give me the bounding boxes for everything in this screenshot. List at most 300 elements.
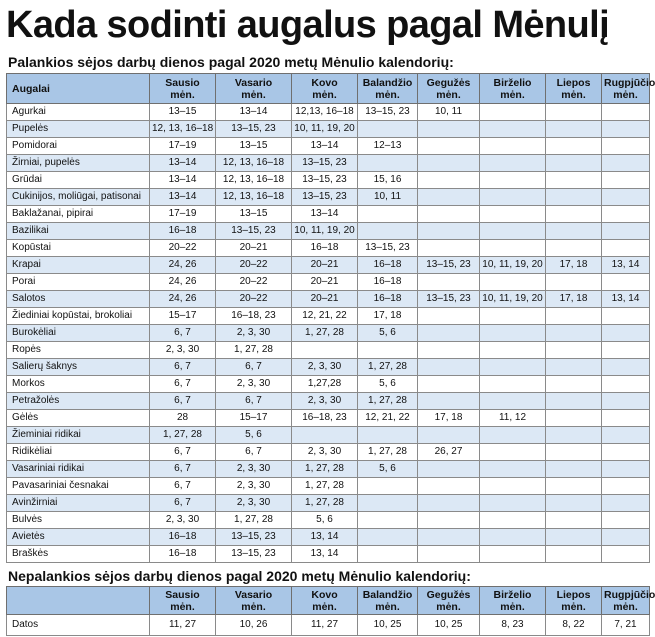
favorable-row	[7, 308, 650, 325]
unfavorable-row-label: Datos	[7, 615, 150, 636]
favorable-day-cell	[418, 359, 480, 376]
unfavorable-days-table	[6, 586, 655, 636]
favorable-day-cell: 13–15, 23	[358, 104, 418, 121]
favorable-day-cell	[546, 223, 602, 240]
favorable-day-cell: 20–22	[216, 274, 292, 291]
favorable-row-label: Braškės	[7, 546, 150, 563]
favorable-day-cell	[546, 461, 602, 478]
favorable-row-label: Burokėliai	[7, 325, 150, 342]
favorable-day-cell	[418, 546, 480, 563]
favorable-day-cell	[358, 342, 418, 359]
month-name: Vasario	[234, 588, 273, 601]
favorable-caption: Palankios sėjos darbų dienos pagal 2020 metų Mėnulio kalendorių:	[8, 54, 454, 70]
month-abbr: mėn.	[170, 600, 195, 613]
month-abbr: mėn.	[375, 88, 400, 101]
favorable-day-cell: 13–15, 23	[216, 546, 292, 563]
unfavorable-header-plant	[7, 587, 150, 615]
favorable-day-cell: 20–22	[216, 257, 292, 274]
favorable-day-cell: 13–14	[150, 172, 216, 189]
favorable-day-cell: 2, 3, 30	[150, 342, 216, 359]
favorable-day-cell: 12–13	[358, 138, 418, 155]
favorable-day-cell	[292, 342, 358, 359]
unfavorable-day-cell: 10, 26	[216, 615, 292, 636]
favorable-day-cell	[418, 223, 480, 240]
favorable-day-cell: 2, 3, 30	[216, 325, 292, 342]
favorable-header-month	[602, 74, 655, 104]
favorable-day-cell: 1, 27, 28	[292, 495, 358, 512]
favorable-day-cell	[480, 512, 546, 529]
favorable-day-cell: 6, 7	[150, 495, 216, 512]
favorable-day-cell: 6, 7	[150, 359, 216, 376]
month-name: Birželio	[493, 76, 532, 89]
favorable-row-label: Žiediniai kopūstai, brokoliai	[7, 308, 150, 325]
favorable-day-cell: 2, 3, 30	[216, 376, 292, 393]
favorable-day-cell	[546, 342, 602, 359]
month-name: Rugpjūčio	[604, 588, 655, 601]
favorable-day-cell	[480, 478, 546, 495]
favorable-day-cell: 28	[150, 410, 216, 427]
favorable-row-label: Avinžirniai	[7, 495, 150, 512]
favorable-day-cell	[480, 461, 546, 478]
favorable-day-cell	[602, 478, 650, 495]
favorable-day-cell	[358, 121, 418, 138]
favorable-day-cell	[546, 359, 602, 376]
favorable-row-label: Petražolės	[7, 393, 150, 410]
favorable-row-label: Salierų šaknys	[7, 359, 150, 376]
month-abbr: mėn.	[241, 600, 266, 613]
favorable-row	[7, 138, 650, 155]
favorable-day-cell	[480, 104, 546, 121]
favorable-day-cell: 6, 7	[150, 376, 216, 393]
month-name: Birželio	[493, 588, 532, 601]
favorable-row-label: Agurkai	[7, 104, 150, 121]
unfavorable-day-cell: 10, 25	[358, 615, 418, 636]
favorable-header-month	[418, 74, 480, 104]
favorable-row-label: Žieminiai ridikai	[7, 427, 150, 444]
favorable-day-cell	[546, 546, 602, 563]
favorable-day-cell	[602, 376, 650, 393]
favorable-day-cell	[358, 529, 418, 546]
favorable-day-cell	[480, 240, 546, 257]
favorable-day-cell	[546, 529, 602, 546]
favorable-day-cell: 17, 18	[358, 308, 418, 325]
unfavorable-header-row	[7, 587, 650, 615]
month-abbr: mėn.	[312, 88, 337, 101]
month-abbr: mėn.	[500, 600, 525, 613]
favorable-day-cell	[602, 461, 650, 478]
favorable-day-cell	[602, 172, 650, 189]
month-abbr: mėn.	[561, 600, 586, 613]
favorable-day-cell	[602, 104, 650, 121]
favorable-day-cell	[418, 121, 480, 138]
favorable-day-cell	[480, 546, 546, 563]
favorable-day-cell	[480, 189, 546, 206]
unfavorable-day-cell: 10, 25	[418, 615, 480, 636]
favorable-row	[7, 393, 650, 410]
favorable-day-cell: 13, 14	[292, 529, 358, 546]
favorable-day-cell: 5, 6	[216, 427, 292, 444]
favorable-day-cell: 1, 27, 28	[216, 512, 292, 529]
favorable-day-cell	[602, 444, 650, 461]
month-name: Liepos	[556, 588, 591, 601]
favorable-day-cell: 13–14	[292, 206, 358, 223]
unfavorable-day-cell: 8, 23	[480, 615, 546, 636]
unfavorable-day-cell: 11, 27	[292, 615, 358, 636]
unfavorable-caption: Nepalankios sėjos darbų dienos pagal 2020 metų Mėnulio kalendorių:	[8, 568, 471, 584]
month-abbr: mėn.	[241, 88, 266, 101]
favorable-day-cell	[602, 189, 650, 206]
favorable-row-label: Bulvės	[7, 512, 150, 529]
favorable-row-label: Pupelės	[7, 121, 150, 138]
favorable-day-cell: 1, 27, 28	[358, 393, 418, 410]
unfavorable-header-month	[602, 587, 655, 615]
favorable-day-cell	[358, 155, 418, 172]
favorable-row	[7, 478, 650, 495]
favorable-row	[7, 410, 650, 427]
favorable-row-label: Porai	[7, 274, 150, 291]
favorable-row-label: Pavasariniai česnakai	[7, 478, 150, 495]
favorable-day-cell: 13–14	[292, 138, 358, 155]
favorable-day-cell: 13–15, 23	[358, 240, 418, 257]
favorable-day-cell	[546, 138, 602, 155]
favorable-header-row	[7, 74, 650, 104]
favorable-day-cell	[480, 308, 546, 325]
favorable-day-cell: 10, 11, 19, 20	[292, 223, 358, 240]
favorable-day-cell	[480, 223, 546, 240]
unfavorable-header-month	[546, 587, 602, 615]
favorable-day-cell	[602, 155, 650, 172]
favorable-day-cell	[480, 121, 546, 138]
favorable-row-label: Kopūstai	[7, 240, 150, 257]
favorable-day-cell	[602, 240, 650, 257]
month-abbr: mėn.	[561, 88, 586, 101]
favorable-day-cell: 13–14	[150, 189, 216, 206]
favorable-day-cell: 13–15, 23	[292, 155, 358, 172]
unfavorable-header-month	[216, 587, 292, 615]
favorable-day-cell	[602, 121, 650, 138]
favorable-day-cell: 2, 3, 30	[216, 495, 292, 512]
favorable-day-cell	[602, 223, 650, 240]
favorable-day-cell: 13–15, 23	[216, 529, 292, 546]
favorable-day-cell: 15–17	[216, 410, 292, 427]
favorable-day-cell	[546, 104, 602, 121]
favorable-day-cell	[418, 189, 480, 206]
unfavorable-header-month	[292, 587, 358, 615]
favorable-row-label: Morkos	[7, 376, 150, 393]
favorable-day-cell: 13–14	[150, 155, 216, 172]
favorable-day-cell	[480, 495, 546, 512]
favorable-day-cell	[602, 342, 650, 359]
month-abbr: mėn.	[436, 600, 461, 613]
month-name: Sausio	[165, 588, 200, 601]
unfavorable-header-month	[150, 587, 216, 615]
favorable-day-cell	[480, 274, 546, 291]
favorable-day-cell	[546, 325, 602, 342]
favorable-day-cell: 10, 11, 19, 20	[480, 291, 546, 308]
favorable-day-cell	[418, 325, 480, 342]
favorable-day-cell: 24, 26	[150, 291, 216, 308]
favorable-row-label: Vasariniai ridikai	[7, 461, 150, 478]
favorable-day-cell	[418, 478, 480, 495]
favorable-day-cell: 1, 27, 28	[216, 342, 292, 359]
favorable-day-cell	[546, 410, 602, 427]
favorable-day-cell: 16–18, 23	[216, 308, 292, 325]
favorable-day-cell: 1, 27, 28	[292, 478, 358, 495]
favorable-row	[7, 512, 650, 529]
favorable-day-cell	[418, 206, 480, 223]
favorable-day-cell: 15, 16	[358, 172, 418, 189]
favorable-row-label: Gėlės	[7, 410, 150, 427]
month-name: Rugpjūčio	[604, 76, 655, 89]
favorable-day-cell	[546, 478, 602, 495]
favorable-day-cell	[480, 172, 546, 189]
favorable-day-cell: 5, 6	[358, 325, 418, 342]
favorable-day-cell	[418, 240, 480, 257]
favorable-row	[7, 427, 650, 444]
favorable-day-cell	[418, 376, 480, 393]
favorable-day-cell: 5, 6	[358, 376, 418, 393]
favorable-day-cell: 20–22	[150, 240, 216, 257]
favorable-day-cell: 6, 7	[216, 444, 292, 461]
favorable-day-cell	[602, 393, 650, 410]
favorable-day-cell: 16–18	[150, 223, 216, 240]
favorable-day-cell: 13, 14	[602, 257, 650, 274]
unfavorable-day-cell: 7, 21	[602, 615, 650, 636]
month-abbr: mėn.	[170, 88, 195, 101]
favorable-row-label: Ridikėliai	[7, 444, 150, 461]
favorable-day-cell	[546, 274, 602, 291]
favorable-day-cell	[546, 393, 602, 410]
month-name: Gegužės	[426, 76, 471, 89]
favorable-day-cell: 17, 18	[418, 410, 480, 427]
favorable-day-cell: 17–19	[150, 206, 216, 223]
favorable-row	[7, 359, 650, 376]
favorable-days-table	[6, 73, 655, 563]
favorable-day-cell	[602, 529, 650, 546]
favorable-row	[7, 444, 650, 461]
favorable-day-cell: 6, 7	[150, 393, 216, 410]
favorable-day-cell: 16–18	[150, 546, 216, 563]
favorable-day-cell	[418, 308, 480, 325]
favorable-row-label: Bazilikai	[7, 223, 150, 240]
favorable-row	[7, 495, 650, 512]
favorable-day-cell	[480, 376, 546, 393]
favorable-header-month	[292, 74, 358, 104]
favorable-day-cell	[602, 359, 650, 376]
favorable-day-cell	[546, 240, 602, 257]
month-name: Vasario	[234, 76, 273, 89]
favorable-row	[7, 376, 650, 393]
month-abbr: mėn.	[312, 600, 337, 613]
favorable-day-cell: 13–15, 23	[216, 223, 292, 240]
favorable-day-cell	[418, 393, 480, 410]
month-name: Kovo	[311, 588, 338, 601]
page-title: Kada sodinti augalus pagal Mėnulį	[6, 4, 610, 46]
favorable-row-label: Žirniai, pupelės	[7, 155, 150, 172]
favorable-day-cell	[602, 206, 650, 223]
favorable-day-cell	[546, 206, 602, 223]
month-name: Liepos	[556, 76, 591, 89]
favorable-day-cell: 11, 12	[480, 410, 546, 427]
favorable-day-cell: 1,27,28	[292, 376, 358, 393]
favorable-day-cell: 2, 3, 30	[292, 393, 358, 410]
favorable-day-cell: 16–18	[358, 291, 418, 308]
favorable-day-cell	[358, 512, 418, 529]
favorable-row	[7, 546, 650, 563]
favorable-row	[7, 240, 650, 257]
favorable-day-cell: 13–15, 23	[292, 172, 358, 189]
favorable-day-cell: 13–15, 23	[292, 189, 358, 206]
favorable-day-cell: 13–15, 23	[418, 291, 480, 308]
favorable-day-cell: 1, 27, 28	[292, 461, 358, 478]
unfavorable-day-cell: 11, 27	[150, 615, 216, 636]
favorable-day-cell	[546, 427, 602, 444]
favorable-day-cell: 6, 7	[150, 444, 216, 461]
favorable-day-cell: 16–18	[150, 529, 216, 546]
favorable-day-cell	[358, 495, 418, 512]
favorable-day-cell: 16–18, 23	[292, 410, 358, 427]
favorable-day-cell	[602, 325, 650, 342]
favorable-day-cell: 20–21	[216, 240, 292, 257]
favorable-day-cell: 6, 7	[216, 393, 292, 410]
favorable-day-cell	[480, 325, 546, 342]
favorable-day-cell	[418, 427, 480, 444]
favorable-day-cell: 1, 27, 28	[292, 325, 358, 342]
favorable-day-cell: 20–21	[292, 274, 358, 291]
favorable-day-cell	[546, 512, 602, 529]
favorable-day-cell	[546, 172, 602, 189]
favorable-body	[7, 104, 650, 563]
month-name: Gegužės	[426, 588, 471, 601]
favorable-row	[7, 325, 650, 342]
unfavorable-body	[7, 615, 650, 636]
favorable-day-cell: 12, 13, 16–18	[216, 155, 292, 172]
favorable-day-cell	[480, 359, 546, 376]
favorable-day-cell: 13–15	[216, 138, 292, 155]
favorable-day-cell: 13, 14	[292, 546, 358, 563]
favorable-row-label: Avietės	[7, 529, 150, 546]
unfavorable-header-month	[480, 587, 546, 615]
favorable-header-month	[480, 74, 546, 104]
favorable-day-cell: 24, 26	[150, 274, 216, 291]
favorable-row	[7, 461, 650, 478]
favorable-day-cell	[546, 121, 602, 138]
unfavorable-header-month	[418, 587, 480, 615]
month-abbr: mėn.	[613, 88, 638, 101]
favorable-day-cell	[546, 495, 602, 512]
favorable-day-cell	[602, 410, 650, 427]
favorable-day-cell: 2, 3, 30	[292, 359, 358, 376]
favorable-day-cell	[418, 155, 480, 172]
favorable-row-label: Krapai	[7, 257, 150, 274]
favorable-day-cell: 6, 7	[150, 461, 216, 478]
favorable-day-cell	[480, 529, 546, 546]
favorable-header-month	[358, 74, 418, 104]
favorable-row	[7, 529, 650, 546]
favorable-day-cell: 12, 21, 22	[358, 410, 418, 427]
favorable-day-cell	[480, 393, 546, 410]
favorable-day-cell: 5, 6	[358, 461, 418, 478]
favorable-day-cell: 13–15, 23	[418, 257, 480, 274]
favorable-row	[7, 121, 650, 138]
favorable-row	[7, 291, 650, 308]
favorable-day-cell: 2, 3, 30	[216, 461, 292, 478]
favorable-day-cell: 24, 26	[150, 257, 216, 274]
favorable-day-cell: 12,13, 16–18	[292, 104, 358, 121]
favorable-day-cell: 12, 13, 16–18	[216, 189, 292, 206]
favorable-day-cell	[292, 427, 358, 444]
month-name: Balandžio	[362, 588, 413, 601]
favorable-day-cell: 2, 3, 30	[150, 512, 216, 529]
favorable-day-cell	[480, 444, 546, 461]
favorable-day-cell: 6, 7	[150, 325, 216, 342]
favorable-day-cell	[546, 376, 602, 393]
favorable-day-cell	[418, 461, 480, 478]
month-name: Kovo	[311, 76, 338, 89]
favorable-day-cell	[546, 155, 602, 172]
favorable-day-cell: 17, 18	[546, 257, 602, 274]
month-name: Sausio	[165, 76, 200, 89]
favorable-day-cell: 6, 7	[150, 478, 216, 495]
favorable-day-cell: 16–18	[358, 257, 418, 274]
favorable-row-label: Pomidorai	[7, 138, 150, 155]
favorable-day-cell	[418, 495, 480, 512]
favorable-day-cell	[358, 546, 418, 563]
favorable-day-cell: 12, 13, 16–18	[150, 121, 216, 138]
favorable-day-cell: 13–14	[216, 104, 292, 121]
favorable-day-cell	[480, 206, 546, 223]
favorable-row-label: Grūdai	[7, 172, 150, 189]
favorable-day-cell	[480, 155, 546, 172]
favorable-day-cell: 6, 7	[216, 359, 292, 376]
favorable-day-cell: 2, 3, 30	[216, 478, 292, 495]
month-abbr: mėn.	[436, 88, 461, 101]
favorable-day-cell	[602, 274, 650, 291]
favorable-day-cell	[418, 529, 480, 546]
favorable-day-cell: 16–18	[292, 240, 358, 257]
favorable-day-cell: 26, 27	[418, 444, 480, 461]
favorable-day-cell: 17–19	[150, 138, 216, 155]
favorable-day-cell	[418, 342, 480, 359]
unfavorable-row	[7, 615, 650, 636]
favorable-row	[7, 189, 650, 206]
favorable-day-cell	[358, 478, 418, 495]
favorable-header-month	[546, 74, 602, 104]
favorable-day-cell: 1, 27, 28	[358, 359, 418, 376]
unfavorable-day-cell: 8, 22	[546, 615, 602, 636]
favorable-header-month	[150, 74, 216, 104]
favorable-day-cell	[602, 427, 650, 444]
favorable-row-label: Cukinijos, moliūgai, patisonai	[7, 189, 150, 206]
favorable-header-month	[216, 74, 292, 104]
favorable-row	[7, 172, 650, 189]
favorable-day-cell: 12, 21, 22	[292, 308, 358, 325]
favorable-day-cell	[546, 308, 602, 325]
favorable-day-cell: 13–15, 23	[216, 121, 292, 138]
favorable-day-cell: 1, 27, 28	[358, 444, 418, 461]
favorable-day-cell	[358, 223, 418, 240]
favorable-day-cell: 10, 11, 19, 20	[480, 257, 546, 274]
favorable-row	[7, 206, 650, 223]
favorable-day-cell	[602, 512, 650, 529]
favorable-day-cell: 10, 11	[358, 189, 418, 206]
favorable-day-cell	[480, 427, 546, 444]
favorable-day-cell: 1, 27, 28	[150, 427, 216, 444]
favorable-row	[7, 155, 650, 172]
favorable-day-cell	[602, 546, 650, 563]
unfavorable-header-month	[358, 587, 418, 615]
month-abbr: mėn.	[613, 600, 638, 613]
